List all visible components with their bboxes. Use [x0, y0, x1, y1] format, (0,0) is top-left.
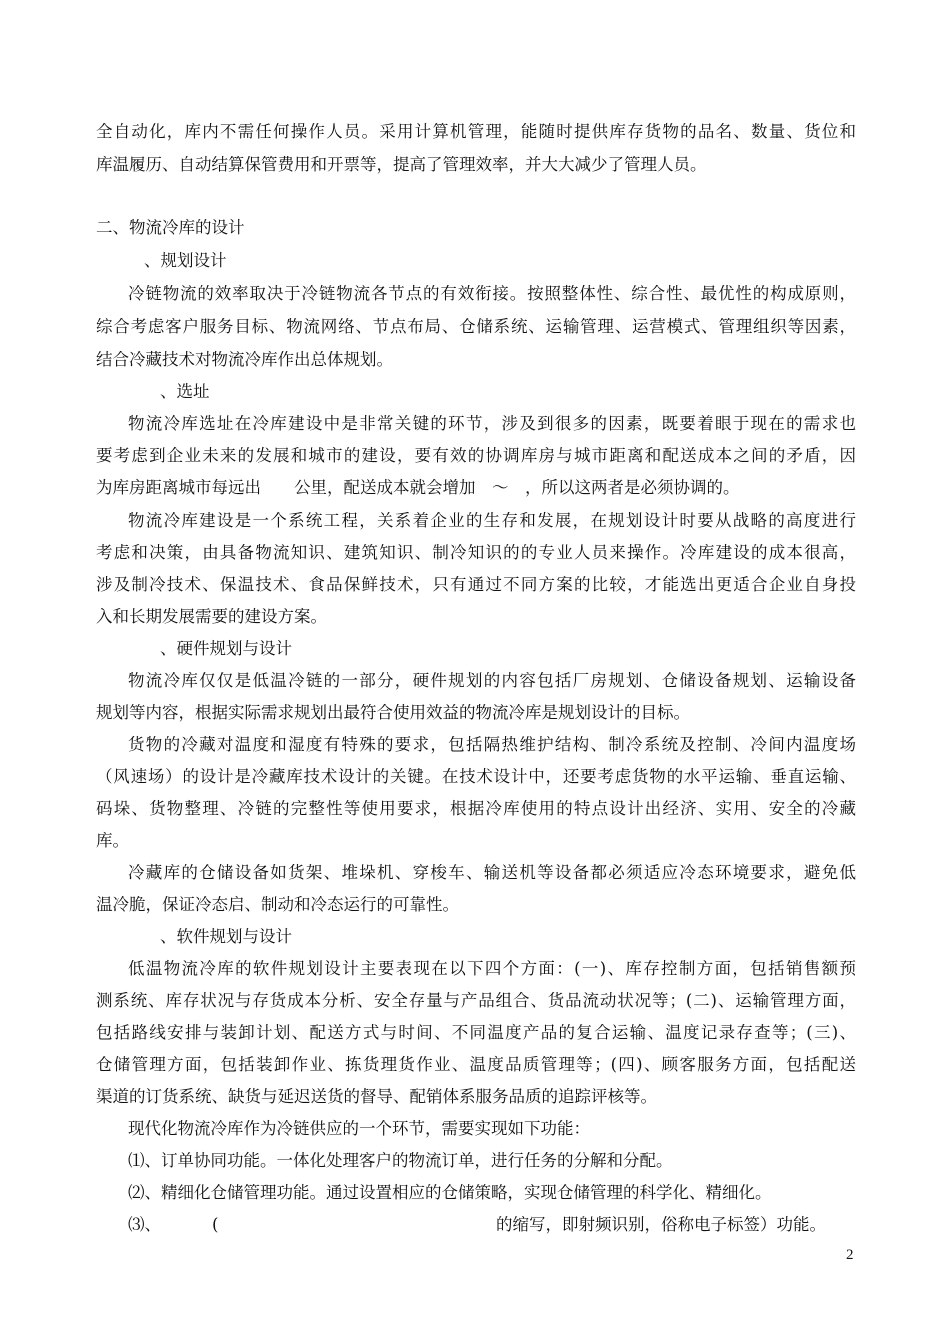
subsection-heading: 、选址 — [160, 382, 210, 401]
subsection-heading: 、规划设计 — [144, 251, 227, 270]
list-item-suffix: 的缩写，即射频识别，俗称电子标签）功能。 — [496, 1215, 826, 1234]
list-item-paren: ( — [212, 1215, 219, 1234]
paragraph-line: 要考虑到企业未来的发展和城市的建设，要有效的协调库房与城市距离和配送成本之间的矛盾，因 — [96, 446, 856, 465]
paragraph-line: 码垛、货物整理、冷链的完整性等使用要求，根据冷库使用的特点设计出经济、实用、安全的冷藏 — [96, 799, 856, 818]
paragraph-line: 现代化物流冷库作为冷链供应的一个环节，需要实现如下功能： — [128, 1119, 590, 1138]
paragraph-line: 库。 — [96, 831, 129, 850]
paragraph-line: 渠道的订货系统、缺货与延迟送货的督导、配销体系服务品质的追踪评核等。 — [96, 1087, 657, 1106]
paragraph-line: 冷链物流的效率取决于冷链物流各节点的有效衔接。按照整体性、综合性、最优性的构成原则， — [128, 284, 856, 303]
paragraph-line: 低温物流冷库的软件规划设计主要表现在以下四个方面：(一)、库存控制方面，包括销售额预 — [128, 959, 856, 978]
paragraph-line: 库温履历、自动结算保管费用和开票等，提高了管理效率，并大大减少了管理人员。 — [96, 155, 707, 174]
paragraph-line: 为库房距离城市每远出 公里，配送成本就会增加 ～ ，所以这两者是必须协调的。 — [96, 478, 740, 497]
paragraph-line: 包括路线安排与装卸计划、配送方式与时间、不同温度产品的复合运输、温度记录存查等；(三)、 — [96, 1023, 856, 1042]
paragraph-line: 温冷脆，保证冷态启、制动和冷态运行的可靠性。 — [96, 895, 459, 914]
section-heading: 二、物流冷库的设计 — [96, 218, 245, 237]
paragraph-line: 仓储管理方面，包括装卸作业、拣货理货作业、温度品质管理等；(四)、顾客服务方面，包括配送 — [96, 1055, 856, 1074]
paragraph-line: 货物的冷藏对温度和湿度有特殊的要求，包括隔热维护结构、制冷系统及控制、冷间内温度场 — [128, 735, 856, 754]
paragraph-line: 规划等内容，根据实际需求规划出最符合使用效益的物流冷库是规划设计的目标。 — [96, 703, 690, 722]
list-item: ⑵、精细化仓储管理功能。通过设置相应的仓储策略，实现仓储管理的科学化、精细化。 — [128, 1183, 772, 1202]
paragraph-line: 入和长期发展需要的建设方案。 — [96, 607, 327, 626]
subsection-heading: 、硬件规划与设计 — [160, 639, 292, 658]
paragraph-line: 全自动化，库内不需任何操作人员。采用计算机管理，能随时提供库存货物的品名、数量、货位和 — [96, 122, 856, 141]
paragraph-line: 测系统、库存状况与存货成本分析、安全存量与产品组合、货品流动状况等；(二)、运输管理方面， — [96, 991, 856, 1010]
list-item: ⑴、订单协同功能。一体化处理客户的物流订单，进行任务的分解和分配。 — [128, 1151, 673, 1170]
paragraph-line: 结合冷藏技术对物流冷库作出总体规划。 — [96, 350, 393, 369]
list-item-prefix: ⑶、 — [128, 1215, 161, 1234]
list-item — [128, 1214, 888, 1236]
paragraph-line: 冷藏库的仓储设备如货架、堆垛机、穿梭车、输送机等设备都必须适应冷态环境要求，避免低 — [128, 863, 856, 882]
paragraph-line: 综合考虑客户服务目标、物流网络、节点布局、仓储系统、运输管理、运营模式、管理组织等因素， — [96, 317, 856, 336]
paragraph-line: 涉及制冷技术、保温技术、食品保鲜技术，只有通过不同方案的比较，才能选出更适合企业自身投 — [96, 575, 856, 594]
paragraph-line: 物流冷库建设是一个系统工程，关系着企业的生存和发展，在规划设计时要从战略的高度进行 — [128, 511, 856, 530]
paragraph-line: 物流冷库仅仅是低温冷链的一部分，硬件规划的内容包括厂房规划、仓储设备规划、运输设备 — [128, 671, 856, 690]
paragraph-line: 物流冷库选址在冷库建设中是非常关键的环节，涉及到很多的因素，既要着眼于现在的需求也 — [128, 414, 856, 433]
subsection-heading: 、软件规划与设计 — [160, 927, 292, 946]
paragraph-line: （风速场）的设计是冷藏库技术设计的关键。在技术设计中，还要考虑货物的水平运输、垂直运输、 — [96, 767, 856, 786]
paragraph-line: 考虑和决策，由具备物流知识、建筑知识、制冷知识的的专业人员来操作。冷库建设的成本很高， — [96, 543, 856, 562]
page-number: 2 — [846, 1247, 854, 1263]
